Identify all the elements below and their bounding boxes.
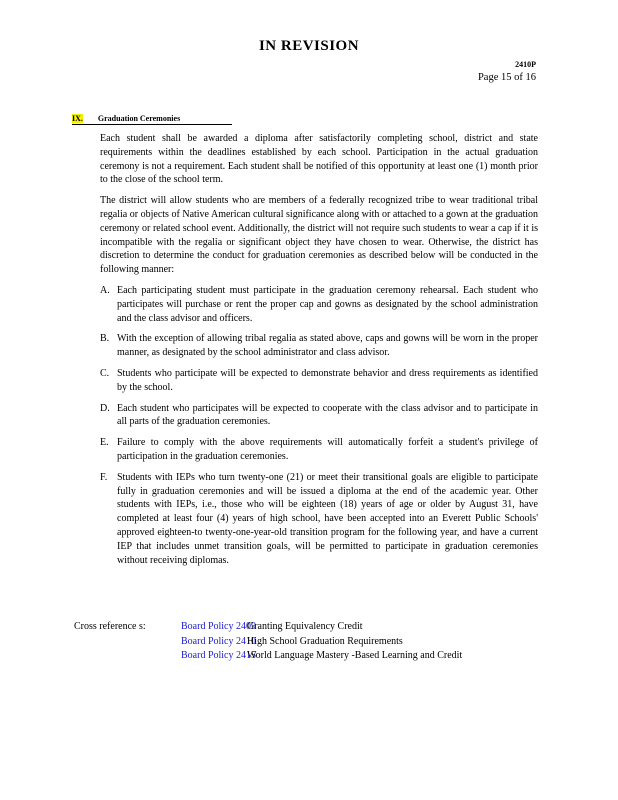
list-letter: C.: [100, 367, 110, 379]
document-code: 2410P: [515, 60, 536, 69]
section-heading: [72, 114, 232, 125]
list-item: [100, 436, 538, 464]
list-text: With the exception of allowing tribal regalia as stated above, caps and gowns will be worn in the proper manner, as designated by the school administrator and class advisor.: [117, 333, 538, 359]
list-letter: B.: [100, 333, 110, 345]
paragraph: Each student shall be awarded a diploma after satisfactorily completing school, district and state requirements within the deadlines established by each school. Participation in the actual graduation ceremony is not a requirement. Each student shall be notified of this opportunity at least one (1) month prior to the close of the school term.: [100, 133, 538, 186]
paragraph: The district will allow students who are members of a federally recognized tribe to wear traditional tribal regalia or objects of Native American cultural significance along with or attached to a gown at the graduation ceremony or related school event. Additionally, the district will not require such students to wear a cap if it is incompatible with the regalia or significant object they have chosen to wear. Otherwise, the district has discretion to determine the conduct for graduation ceremonies as described below will be conducted in the following manner:: [100, 195, 538, 276]
list-letter: F.: [100, 471, 108, 483]
policy-title: High School Graduation Requirements: [247, 635, 403, 647]
policy-link[interactable]: Board Policy 2410: [181, 635, 256, 647]
cross-reference-list: [181, 620, 531, 664]
page-number: Page 15 of 16: [477, 72, 536, 83]
policy-title: Granting Equivalency Credit: [247, 621, 363, 632]
policy-title: World Language Mastery -Based Learning and Credit: [247, 650, 463, 661]
policy-link[interactable]: Board Policy 2409: [181, 621, 256, 632]
cross-reference-row: [181, 649, 531, 664]
list-text: Each participating student must participate in the graduation ceremony rehearsal. Each student who participates will purchase or rent the proper cap and gowns as designated by the school administration and the class advisor and officers.: [117, 284, 538, 324]
section-title: Graduation Ceremonies: [97, 114, 181, 123]
list-text: Each student who participates will be expected to cooperate with the class advisor and to participate in all parts of the graduation ceremonies.: [117, 402, 538, 428]
list-letter: D.: [100, 402, 110, 414]
list-item: [100, 402, 538, 430]
list-item: [100, 367, 538, 395]
list-text: Students who participate will be expected to demonstrate behavior and dress requirements as identified by the school.: [117, 367, 538, 393]
list-letter: A.: [100, 284, 110, 296]
cross-reference-label: Cross reference s:: [74, 621, 146, 632]
policy-link[interactable]: Board Policy 2415: [181, 650, 256, 661]
cross-reference-row: [181, 620, 531, 635]
list-item: [100, 471, 538, 568]
list-item: [100, 332, 538, 360]
page-title: IN REVISION: [258, 38, 360, 54]
section-number: IX.: [72, 114, 83, 123]
list-item: [100, 284, 538, 325]
section-content: [100, 132, 538, 574]
list-text: Failure to comply with the above requirements will automatically forfeit a student's privilege of participation in the graduation ceremonies.: [117, 437, 538, 462]
cross-reference-row: [181, 635, 531, 650]
list-letter: E.: [100, 437, 109, 449]
list-text: Students with IEPs who turn twenty-one (21) or meet their transitional goals are eligible to participate fully in graduation ceremonies and will be issued a diploma at the end of the academic year. Other students with IEPs, i.e., those who will be eighteen (18) years of age or older by August 31, have completed at least four (4) years of high school, have been accepted into an Everett Public Schools' approved eighteen-to twenty-one-year-old transition program for the following year, and have a current IEP that includes unmet transition goals, will be permitted to participate in graduation ceremonies without receiving diplomas.: [117, 471, 538, 566]
